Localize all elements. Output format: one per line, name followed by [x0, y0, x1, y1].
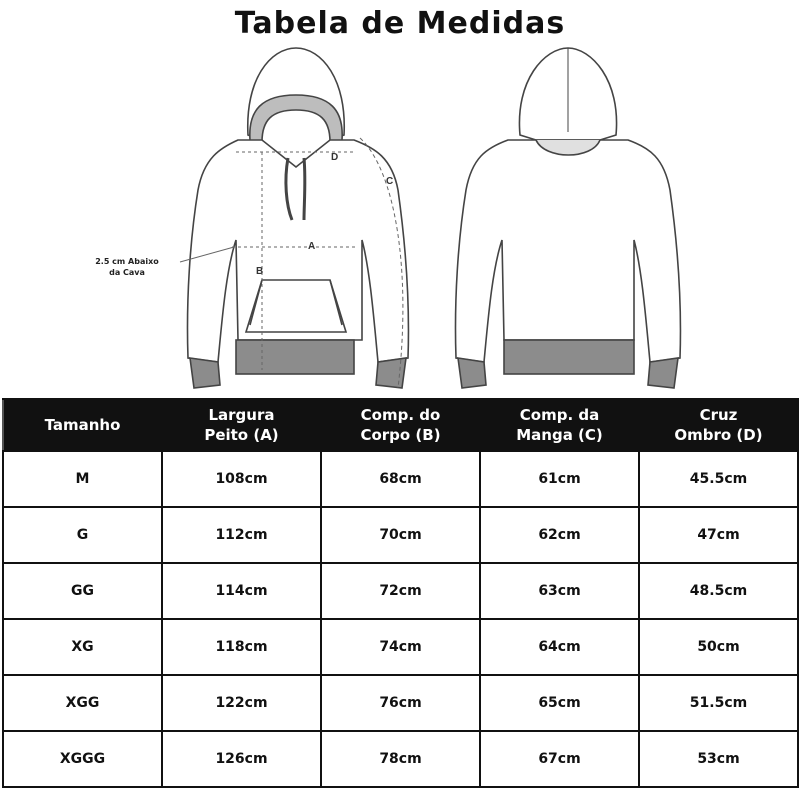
front-pocket [246, 280, 346, 332]
table-header-cell: Largura Peito (A) [162, 399, 321, 451]
size-cell: G [3, 507, 162, 563]
measure-cell: 65cm [480, 675, 639, 731]
table-header-cell: Comp. da Manga (C) [480, 399, 639, 451]
table-header-cell: Comp. do Corpo (B) [321, 399, 480, 451]
measure-cell: 63cm [480, 563, 639, 619]
measure-cell: 108cm [162, 451, 321, 507]
table-header-cell: Cruz Ombro (D) [639, 399, 798, 451]
table-row [3, 731, 798, 787]
measure-cell: 126cm [162, 731, 321, 787]
measure-cell: 72cm [321, 563, 480, 619]
armpit-note: 2.5 cm Abaixo da Cava [95, 257, 159, 277]
size-cell: GG [3, 563, 162, 619]
table-row [3, 451, 798, 507]
back-cuff-left [458, 358, 486, 388]
measure-cell: 61cm [480, 451, 639, 507]
label-b: B [256, 266, 264, 277]
back-body [455, 140, 680, 362]
measure-cell: 70cm [321, 507, 480, 563]
measure-cell: 51.5cm [639, 675, 798, 731]
measure-cell: 53cm [639, 731, 798, 787]
table-row [3, 507, 798, 563]
size-table [2, 398, 799, 788]
measure-cell: 68cm [321, 451, 480, 507]
size-cell: XGG [3, 675, 162, 731]
front-waistband [236, 340, 354, 374]
measure-cell: 78cm [321, 731, 480, 787]
measure-cell: 122cm [162, 675, 321, 731]
back-waistband [504, 340, 634, 374]
measure-cell: 45.5cm [639, 451, 798, 507]
measure-cell: 112cm [162, 507, 321, 563]
hoodie-back [455, 48, 680, 388]
front-cuff-left [190, 358, 220, 388]
label-d: D [331, 152, 339, 163]
page-title: Tabela de Medidas [234, 6, 566, 41]
front-cuff-right [376, 358, 406, 388]
label-c: C [386, 176, 394, 187]
measure-cell: 48.5cm [639, 563, 798, 619]
table-body [3, 451, 798, 787]
size-cell: XG [3, 619, 162, 675]
measure-cell: 50cm [639, 619, 798, 675]
table-header-row [3, 399, 798, 451]
size-cell: XGGG [3, 731, 162, 787]
size-cell: M [3, 451, 162, 507]
table-header-cell: Tamanho [3, 399, 162, 451]
hoodie-illustration [0, 40, 800, 395]
measure-cell: 114cm [162, 563, 321, 619]
measure-cell: 67cm [480, 731, 639, 787]
measure-cell: 47cm [639, 507, 798, 563]
back-cuff-right [648, 358, 678, 388]
table-row [3, 563, 798, 619]
table-row [3, 619, 798, 675]
measure-cell: 64cm [480, 619, 639, 675]
hoodie-front [187, 48, 408, 388]
measure-cell: 62cm [480, 507, 639, 563]
table-row [3, 675, 798, 731]
measure-cell: 74cm [321, 619, 480, 675]
measure-cell: 76cm [321, 675, 480, 731]
label-a: A [308, 241, 316, 252]
measure-cell: 118cm [162, 619, 321, 675]
